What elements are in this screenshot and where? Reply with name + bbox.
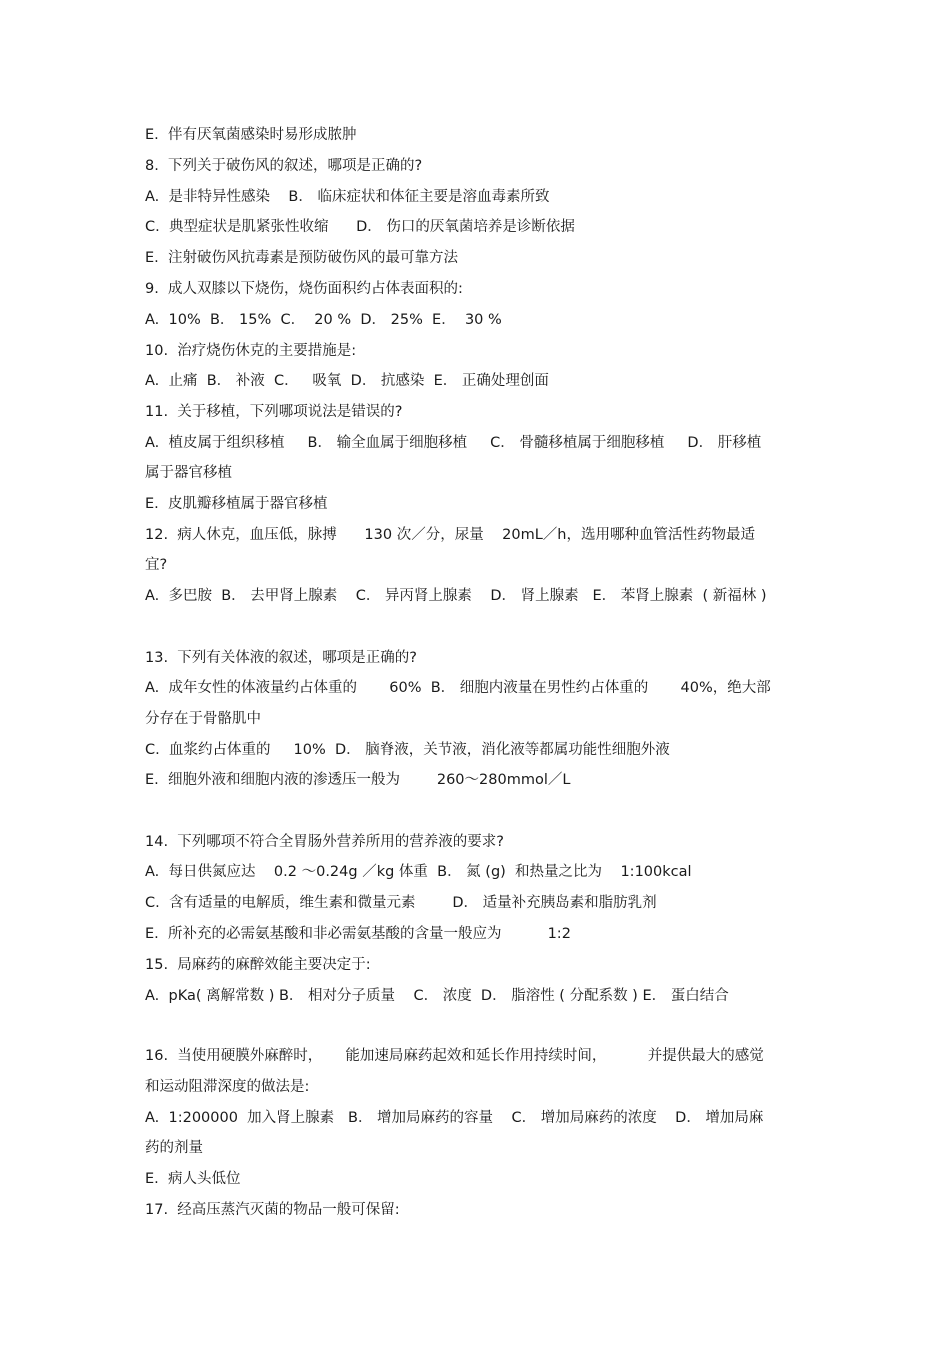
question-11: 11. 关于移植，下列哪项说法是错误的? (145, 404, 403, 420)
question-17: 17. 经高压蒸汽灭菌的物品一般可保留: (145, 1202, 400, 1218)
text-line: A. 成年女性的体液量约占体重的 60% B． 细胞内液量在男性约占体重的 40%，绝大部 (145, 680, 771, 696)
text-line: A. 1:200000 加入肾上腺素 B． 增加局麻药的容量 C． 增加局麻药的浓度 D． 增加局麻 (145, 1110, 764, 1126)
text-line: E. 伴有厌氧菌感染时易形成脓肿 (145, 127, 357, 143)
question-8: 8. 下列关于破伤风的叙述，哪项是正确的? (145, 158, 423, 174)
question-9: 9. 成人双膝以下烧伤，烧伤面积约占体表面积的: (145, 281, 463, 297)
text-line: 分存在于骨骼肌中 (145, 711, 261, 727)
text-line: A. pKa( 离解常数 ) B． 相对分子质量 C． 浓度 D． 脂溶性 ( 分配系数 ) E． 蛋白结合 (145, 988, 729, 1004)
question-15: 15. 局麻药的麻醉效能主要决定于: (145, 957, 371, 973)
text-line: E. 病人头低位 (145, 1171, 241, 1187)
text-line: 宜? (145, 557, 168, 573)
question-16: 16. 当使用硬膜外麻醉时， 能加速局麻药起效和延长作用持续时间， 并提供最大的感觉 (145, 1048, 764, 1064)
text-line: E. 细胞外液和细胞内液的渗透压一般为 260～280mmol／L (145, 772, 571, 788)
text-line: E. 所补充的必需氨基酸和非必需氨基酸的含量一般应为 1:2 (145, 926, 571, 942)
text-line: A. 植皮属于组织移植 B． 输全血属于细胞移植 C． 骨髓移植属于细胞移植 D． 肝移植 (145, 435, 762, 451)
question-14: 14. 下列哪项不符合全胃肠外营养所用的营养液的要求? (145, 834, 504, 850)
text-line: E. 皮肌瓣移植属于器官移植 (145, 496, 328, 512)
text-line: C. 血浆约占体重的 10% D． 脑脊液，关节液，消化液等都属功能性细胞外液 (145, 742, 670, 758)
text-line: C. 含有适量的电解质，维生素和微量元素 D． 适量补充胰岛素和脂肪乳剂 (145, 895, 657, 911)
text-line: A. 是非特异性感染 B． 临床症状和体征主要是溶血毒素所致 (145, 189, 550, 205)
text-line: A. 多巴胺 B． 去甲肾上腺素 C． 异丙肾上腺素 D． 肾上腺素 E． 苯肾上腺素 ( 新福林 ) (145, 588, 767, 604)
text-line: A. 止痛 B． 补液 C． 吸氧 D． 抗感染 E． 正确处理创面 (145, 373, 549, 389)
text-line: A. 10% B． 15% C． 20 % D． 25% E． 30 % (145, 312, 502, 328)
text-line: 和运动阻滞深度的做法是: (145, 1079, 310, 1095)
text-line: 药的剂量 (145, 1140, 203, 1156)
text-line: E. 注射破伤风抗毒素是预防破伤风的最可靠方法 (145, 250, 458, 266)
question-13: 13. 下列有关体液的叙述，哪项是正确的? (145, 650, 417, 666)
question-10: 10. 治疗烧伤休克的主要措施是: (145, 343, 357, 359)
question-12: 12. 病人休克，血压低，脉搏 130 次／分，尿量 20mL／h，选用哪种血管活性药物最适 (145, 527, 755, 543)
text-line: A. 每日供氮应达 0.2 ～0.24g ／kg 体重 B． 氮 (g) 和热量之比为 1:100kcal (145, 864, 692, 880)
text-line: 属于器官移植 (145, 465, 232, 481)
text-line: C. 典型症状是肌紧张性收缩 D． 伤口的厌氧菌培养是诊断依据 (145, 219, 575, 235)
